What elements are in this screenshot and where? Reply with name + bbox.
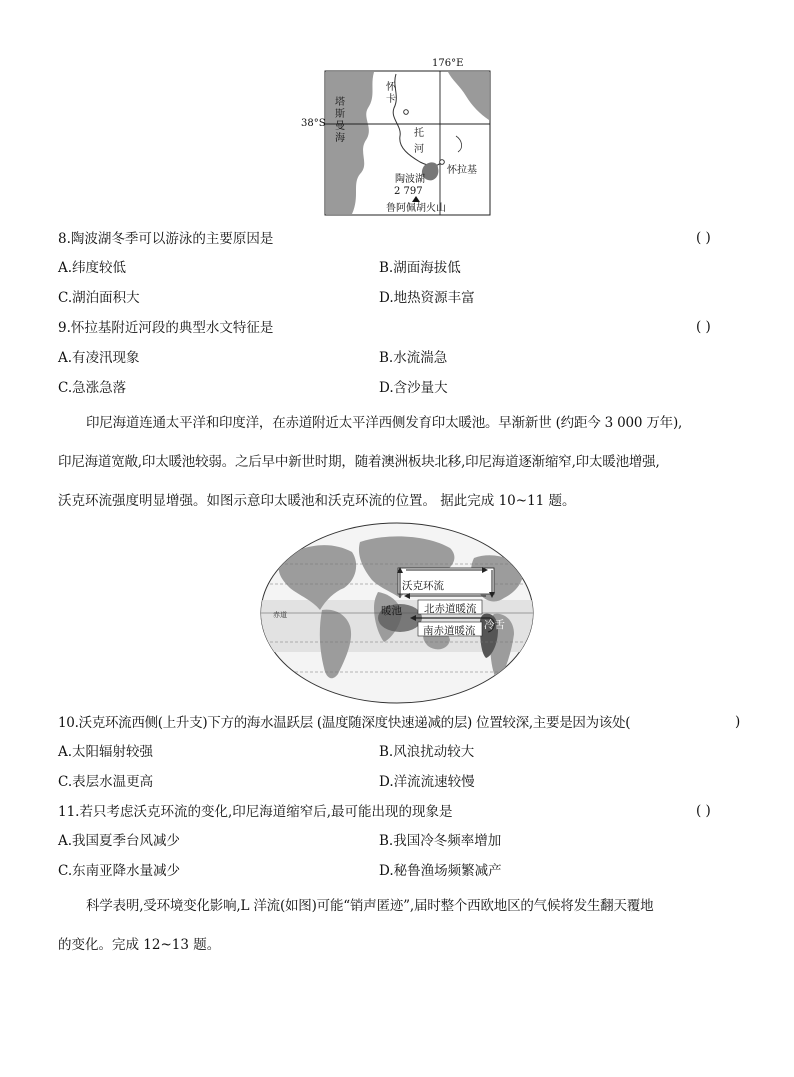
q10-answer-paren: ) <box>735 714 741 730</box>
passage2-line2: 的变化。完成 12~13 题。 <box>58 937 221 953</box>
q8-option-c: C.湖泊面积大 <box>58 290 140 306</box>
map1-volcano-label: 鲁阿佩胡火山 <box>386 203 446 214</box>
q9-option-c: C.急涨急落 <box>58 380 127 396</box>
map2-equator-label: 赤道 <box>273 611 287 619</box>
map2-south-eq-current-label: 南赤道暖流 <box>423 625 476 637</box>
q8-answer-paren: ( ) <box>696 230 711 246</box>
q10-option-a: A.太阳辐射较强 <box>58 744 154 760</box>
q11-option-b: B.我国冷冬频率增加 <box>379 833 502 849</box>
q10-stem: 10.沃克环流西侧(上升支)下方的海水温跃层 (温度随深度快速递减的层) 位置较深,主要是因为该处( <box>58 715 631 731</box>
q11-option-a: A.我国夏季台风减少 <box>58 833 181 849</box>
map1-elevation-label: 2 797 <box>394 186 423 197</box>
q8-option-b: B.湖面海拔低 <box>379 260 461 276</box>
map2-warm-pool-label: 暖池 <box>381 605 402 617</box>
q11-option-d: D.秘鲁渔场频繁减产 <box>379 863 502 879</box>
map2-north-eq-current-label: 北赤道暖流 <box>424 603 477 615</box>
passage1-line1: 印尼海道连通太平洋和印度洋，在赤道附近太平洋西侧发育印太暖池。早渐新世 (约距今 3 000 万年), <box>86 415 683 431</box>
map1-tuohe-label: 托 河 <box>414 128 424 155</box>
q11-option-c: C.东南亚降水量减少 <box>58 863 181 879</box>
passage1-line2: 印尼海道宽敞,印太暖池较弱。之后早中新世时期，随着澳洲板块北移,印尼海道逐渐缩窄,印太暖池增强, <box>58 454 660 470</box>
q10-option-c: C.表层水温更高 <box>58 774 154 790</box>
q8-stem: 8.陶波湖冬季可以游泳的主要原因是 <box>58 231 274 247</box>
map2-cold-tongue-label: 冷舌 <box>484 619 505 631</box>
map1-huailaji-label: 怀拉基 <box>447 165 477 176</box>
q10-option-d: D.洋流流速较慢 <box>379 774 475 790</box>
map2-walker-label: 沃克环流 <box>402 580 444 592</box>
q9-option-b: B.水流湍急 <box>379 350 448 366</box>
passage2-line1: 科学表明,受环境变化影响,L 洋流(如图)可能“销声匿迹”,届时整个西欧地区的气候将发生翻天覆地 <box>86 898 654 914</box>
map1-taobohu-label: 陶波湖 <box>395 174 425 185</box>
q11-stem: 11.若只考虑沃克环流的变化,印尼海道缩窄后,最可能出现的现象是 <box>58 804 453 820</box>
q11-answer-paren: ( ) <box>696 803 711 819</box>
q9-answer-paren: ( ) <box>696 319 711 335</box>
q9-stem: 9.怀拉基附近河段的典型水文特征是 <box>58 320 274 336</box>
map1-lon-label: 176°E <box>432 58 464 69</box>
map1-lat-label: 38°S <box>301 118 326 129</box>
map1-sea-label: 塔 斯 曼 海 <box>335 97 345 144</box>
q8-option-a: A.纬度较低 <box>58 260 127 276</box>
q10-option-b: B.风浪扰动较大 <box>379 744 475 760</box>
q9-option-d: D.含沙量大 <box>379 380 448 396</box>
q9-option-a: A.有凌汛现象 <box>58 350 140 366</box>
q8-option-d: D.地热资源丰富 <box>379 290 475 306</box>
passage1-line3: 沃克环流强度明显增强。如图示意印太暖池和沃克环流的位置。 据此完成 10~11 题。 <box>58 493 576 509</box>
map1-huaika-label: 怀 卡 <box>386 82 396 105</box>
